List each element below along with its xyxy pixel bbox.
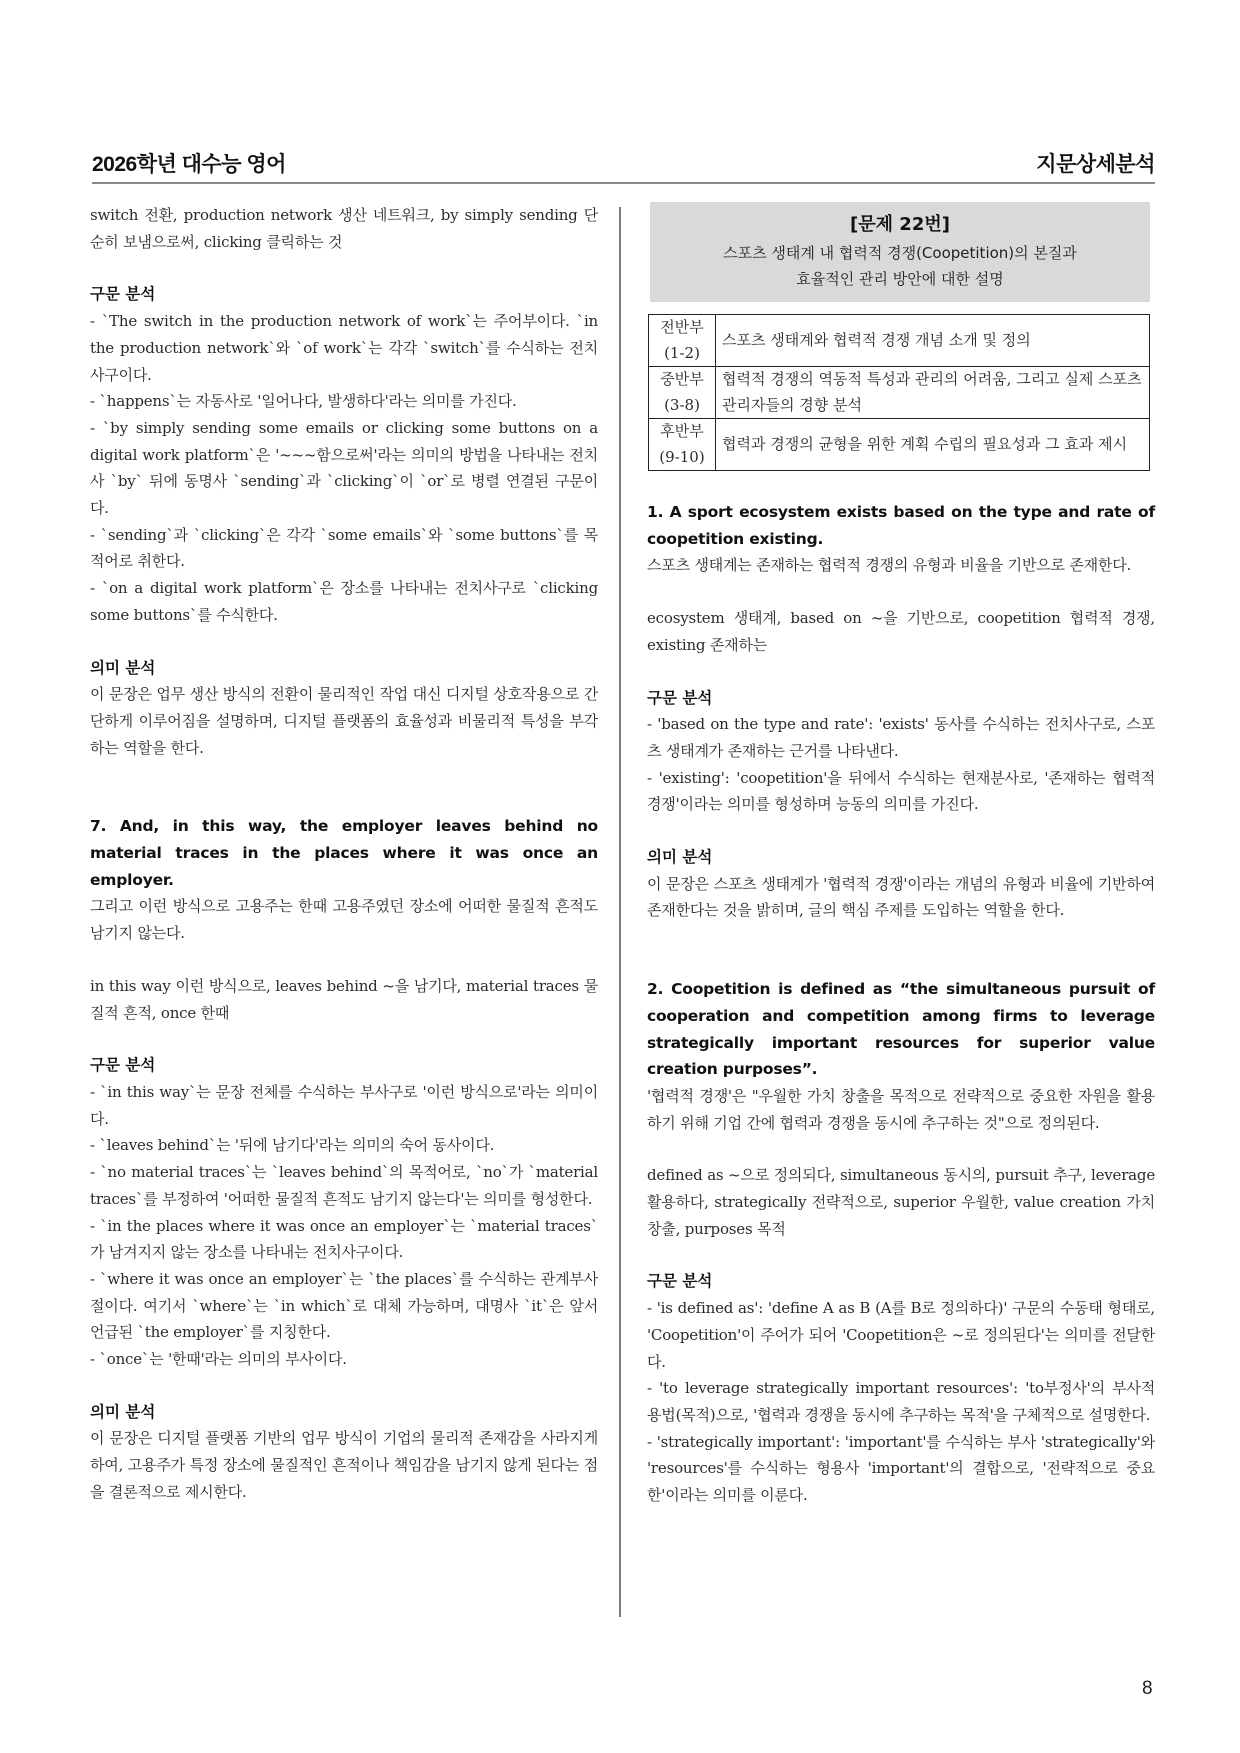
right-column [647,202,1155,1509]
meaning-text: 이 문장은 스포츠 생태계가 '협력적 경쟁'이라는 개념의 유형과 비율에 기반하여 존재한다는 것을 밝히며, 글의 핵심 주제를 도입하는 역할을 한다. [647,874,1155,920]
english-sentence: 1. A sport ecosystem exists based on the type and rate of coopetition existing. [647,503,1155,548]
analysis-line: - `sending`과 `clicking`은 각각 `some emails`와 `some buttons`를 목적어로 취한다. [90,525,598,571]
summary-cell: 협력적 경쟁의 역동적 특성과 관리의 어려움, 그리고 실제 스포츠 관리자들의 경향 분석 [716,367,1150,419]
passage-structure-table [648,314,1150,471]
analysis-line: - `in this way`는 문장 전체를 수식하는 부사구로 '이런 방식으로'라는 의미이다. [90,1082,598,1128]
part-range: (3-8) [664,395,700,414]
problem-header-box [650,202,1150,302]
meaning-analysis-section [647,844,1155,924]
part-cell [649,367,716,419]
section-heading: 의미 분석 [90,658,156,677]
analysis-line: - `no material traces`는 `leaves behind`의 목적어로, `no`가 `material traces`를 부정하여 '어떠한 물질적 흔적도 남기지 않는다'는 의미를 형성한다. [90,1163,598,1208]
part-cell [649,419,716,471]
analysis-line: - `where it was once an employer`는 `the places`를 수식하는 관계부사절이다. 여기서 `where`는 `in which`로 대체 가능하며, 대명사 `it`은 앞서 언급된 `the employer`를 지칭한다. [90,1269,598,1342]
vocab-list: switch 전환, production network 생산 네트워크, by simply sending 단순히 보냄으로써, clicking 클릭하는 것 [90,206,598,251]
analysis-line: - `leaves behind`는 '뒤에 남기다'라는 의미의 숙어 동사이다. [90,1136,495,1155]
part-label: 중반부 [660,370,704,388]
summary-cell: 스포츠 생태계와 협력적 경쟁 개념 소개 및 정의 [716,315,1150,367]
meaning-analysis-section [90,1399,598,1506]
section-heading: 의미 분석 [647,848,713,867]
problem-topic-line: 스포츠 생태계 내 협력적 경쟁(Coopetition)의 본질과 [723,244,1077,262]
analysis-line: - `happens`는 자동사로 '일어나다, 발생하다'라는 의미를 가진다. [90,392,517,411]
analysis-line: - 'is defined as': 'define A as B (A를 B로 정의하다)' 구문의 수동태 형태로, 'Coopetition'이 주어가 되어 'Coopetition은 ~로 정의된다'는 의미를 전달한다. [647,1299,1155,1371]
korean-translation: 그리고 이런 방식으로 고용주는 한때 고용주였던 장소에 어떠한 물질적 흔적도 남기지 않는다. [90,897,598,943]
syntax-analysis-section [90,281,598,628]
table-row [649,367,1150,419]
sentence-block-2 [647,976,1155,1242]
part-cell [649,315,716,367]
table-row [649,419,1150,471]
problem-topic-line: 효율적인 관리 방안에 대한 설명 [796,270,1004,288]
meaning-text: 이 문장은 업무 생산 방식의 전환이 물리적인 작업 대신 디지털 상호작용으로 간단하게 이루어짐을 설명하며, 디지털 플랫폼의 효율성과 비물리적 특성을 부각하는 역할을 한다. [90,685,598,757]
document-title: 2026학년 대수능 영어 [92,153,286,176]
sentence-block-7 [90,813,598,1026]
section-heading: 구문 분석 [90,1056,156,1075]
vocab-list: defined as ~으로 정의되다, simultaneous 동시의, pursuit 추구, leverage 활용하다, strategically 전략적으로, superior 우월한, value creation 가치 창출, purposes 목적 [647,1166,1155,1238]
vocab-list: in this way 이런 방식으로, leaves behind ~을 남기다, material traces 물질적 흔적, once 한때 [90,976,598,1022]
analysis-line: - `once`는 '한때'라는 의미의 부사이다. [90,1350,347,1369]
section-heading: 구문 분석 [647,688,713,707]
korean-translation: 스포츠 생태계는 존재하는 협력적 경쟁의 유형과 비율을 기반으로 존재한다. [647,556,1132,575]
part-range: (1-2) [664,343,700,362]
table-row [649,315,1150,367]
analysis-line: - 'strategically important': 'important'를 수식하는 부사 'strategically'와 'resources'를 수식하는 형용사 'important'의 결합으로, '전략적으로 중요한'이라는 의미를 이룬다. [647,1432,1155,1505]
korean-translation: '협력적 경쟁'은 "우월한 가치 창출을 목적으로 전략적으로 중요한 자원을 활용하기 위해 기업 간에 협력과 경쟁을 동시에 추구하는 것"으로 정의된다. [647,1086,1155,1132]
vocab-list: ecosystem 생태계, based on ~을 기반으로, coopetition 협력적 경쟁, existing 존재하는 [647,609,1155,654]
analysis-line: - `by simply sending some emails or clicking some buttons on a digital work platform`은 '~~~함으로써'라는 의미의 방법을 나타내는 전치사 `by` 뒤에 동명사 `sending`과 `clicking`이 `or`로 병렬 연결된 구문이다. [90,418,598,518]
sentence-block-1 [647,499,1155,659]
problem-number: [문제 22번] [850,214,950,235]
syntax-analysis-section [647,685,1155,819]
left-column [90,202,598,1506]
analysis-line: - 'based on the type and rate': 'exists' 동사를 수식하는 전치사구로, 스포츠 생태계가 존재하는 근거를 나타낸다. [647,715,1155,760]
meaning-analysis-section [90,655,598,762]
analysis-line: - `The switch in the production network of work`는 주어부이다. `in the production network`와 `of work`는 각각 `switch`를 수식하는 전치사구이다. [90,312,598,384]
english-sentence: 7. And, in this way, the employer leaves behind no material traces in the places where it was once an employer. [90,817,598,889]
summary-cell: 협력과 경쟁의 균형을 위한 계획 수립의 필요성과 그 효과 제시 [716,419,1150,471]
part-label: 전반부 [660,318,704,336]
analysis-line: - 'existing': 'coopetition'을 뒤에서 수식하는 현재분사로, '존재하는 협력적 경쟁'이라는 의미를 형성하며 능동의 의미를 가진다. [647,768,1155,814]
column-divider [619,207,621,1617]
analysis-line: - 'to leverage strategically important resources': 'to부정사'의 부사적 용법(목적)으로, '협력과 경쟁을 동시에 추구하는 목적'을 구체적으로 설명한다. [647,1379,1155,1424]
syntax-analysis-section [90,1052,598,1372]
page-number: 8 [1142,1678,1153,1699]
syntax-analysis-section [647,1268,1155,1508]
analysis-line: - `in the places where it was once an employer`는 `material traces`가 남겨지지 않는 장소를 나타내는 전치사구이다. [90,1216,598,1262]
section-heading: 의미 분석 [90,1402,156,1421]
english-sentence: 2. Coopetition is defined as “the simultaneous pursuit of cooperation and competition among firms to leverage strategically important resources for superior value creation purposes”. [647,980,1155,1079]
section-heading: 구문 분석 [647,1272,713,1291]
section-heading: 구문 분석 [90,285,156,304]
part-range: (9-10) [659,447,705,466]
page-header [92,142,1155,184]
analysis-line: - `on a digital work platform`은 장소를 나타내는 전치사구로 `clicking some buttons`를 수식한다. [90,579,598,624]
meaning-text: 이 문장은 디지털 플랫폼 기반의 업무 방식이 기업의 물리적 존재감을 사라지게 하여, 고용주가 특정 장소에 물질적인 흔적이나 책임감을 남기지 않게 된다는 점을 결론적으로 제시한다. [90,1429,598,1501]
part-label: 후반부 [660,422,704,440]
section-label: 지문상세분석 [1036,153,1155,176]
